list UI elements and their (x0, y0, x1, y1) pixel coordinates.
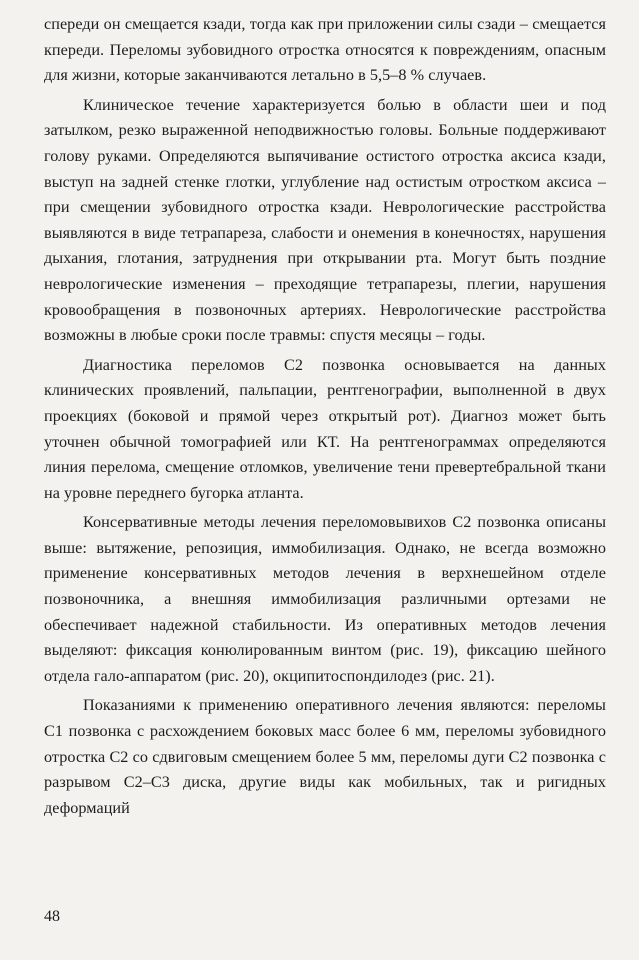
paragraph-2: Клиническое течение характеризуется болью в области шеи и под затылком, резко выраженной неподвижностью головы. Больные поддерживают голову руками. Определяются выпячивание остистого отростка аксиса кзади, выступ на задней стенке глотки, углубление над остистым отростком аксиса – при смещении зубовидного отростка кзади. Неврологические расстройства выявляются в виде тетрапареза, слабости и онемения в конечностях, нарушения дыхания, глотания, затруднения при открывании рта. Могут быть поздние неврологические изменения – преходящие тетрапарезы, плегии, нарушения кровообращения в позвоночных артериях. Неврологические расстройства возможны в любые сроки после травмы: спустя месяцы – годы. (44, 95, 606, 345)
paragraph-4: Консервативные методы лечения переломовывихов С2 позвонка описаны выше: вытяжение, репозиция, иммобилизация. Однако, не всегда возможно применение консервативных методов лечения в верхнешейном отделе позвоночника, а внешняя иммобилизация различными ортезами не обеспечивает надежной стабильности. Из оперативных методов лечения выделяют: фиксация конюлированным винтом (рис. 19), фиксацию шейного отдела гало-аппаратом (рис. 20), окципитоспондилодез (рис. 21). (44, 513, 606, 685)
page-body (44, 12, 606, 825)
paragraph-1: спереди он смещается кзади, тогда как при приложении силы сзади – смещается кпереди. Переломы зубовидного отростка относятся к повреждениям, опасным для жизни, которые заканчиваются летально в 5,5–8 % случаев. (44, 15, 606, 85)
paragraph-5: Показаниями к применению оперативного лечения являются: переломы С1 позвонка с расхождением боковых масс более 6 мм, переломы зубовидного отростка С2 со сдвиговым смещением более 5 мм, переломы дуги С2 позвонка с разрывом С2–С3 диска, другие виды как мобильных, так и ригидных деформаций (44, 696, 606, 817)
page-number: 48 (44, 908, 60, 925)
paragraph-3: Диагностика переломов С2 позвонка основывается на данных клинических проявлений, пальпации, рентгенографии, выполненной в двух проекциях (боковой и прямой через открытый рот). Диагноз может быть уточнен обычной томографией или КТ. На рентгенограммах определяются линия перелома, смещение отломков, увеличение тени превертебральной ткани на уровне переднего бугорка атланта. (44, 355, 606, 502)
